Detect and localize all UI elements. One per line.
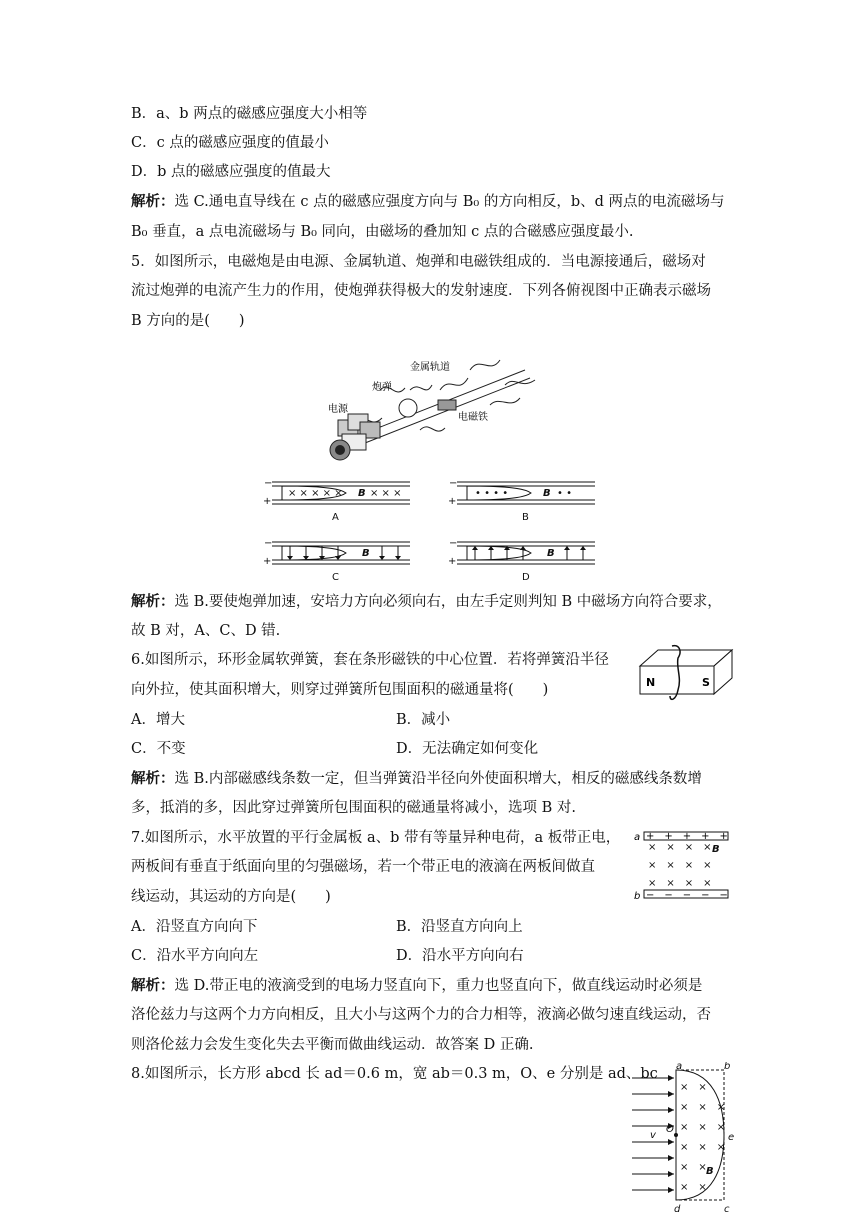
svg-text:−: − bbox=[264, 538, 273, 549]
q8-stem-line-1: 8.如图所示，长方形 abcd 长 ad＝0.6 m，宽 ab＝0.3 m，O、e 分别是 ad、bc bbox=[131, 1066, 658, 1082]
field-label-a: B bbox=[358, 488, 366, 499]
panel-b-label: B bbox=[522, 512, 529, 523]
magnet-s-label: S bbox=[702, 676, 710, 689]
solution-text: 选 B.要使炮弹加速，安培力方向必须向右，由左手定则判知 B 中磁场方向符合要求， bbox=[174, 594, 722, 610]
rectangle-field-figure bbox=[628, 1062, 748, 1216]
q5-solution-line-1 bbox=[131, 592, 722, 612]
panel-d bbox=[448, 538, 595, 583]
q6-option-c: C．不变 bbox=[131, 741, 186, 757]
magnet-label: 电磁铁 bbox=[458, 412, 488, 423]
q4-option-d: D．b 点的磁感应强度的值最大 bbox=[131, 164, 331, 180]
q6-stem-line-2: 向外拉，使其面积增大，则穿过弹簧所包围面积的磁通量将( ) bbox=[131, 682, 549, 698]
svg-text:× × × ×: × × × × bbox=[648, 842, 712, 853]
svg-text:× × × ×: × × × × bbox=[648, 860, 712, 871]
svg-text:× × ×: × × × bbox=[370, 488, 402, 499]
field-label-q7: B bbox=[712, 844, 720, 855]
shell-label: 炮弹 bbox=[372, 382, 392, 393]
plate-a-label: a bbox=[634, 832, 641, 843]
panel-d-label: D bbox=[522, 572, 530, 583]
field-label-d: B bbox=[547, 548, 555, 559]
q7-solution-line-3: 则洛伦兹力会发生变化失去平衡而做曲线运动．故答案 D 正确. bbox=[131, 1037, 534, 1053]
q6-solution-line-1 bbox=[131, 769, 702, 789]
q5-stem-line-3: B 方向的是( ) bbox=[131, 313, 245, 329]
svg-text:• • • •: • • • • bbox=[475, 488, 509, 499]
corner-d-label: d bbox=[674, 1204, 681, 1215]
q5-stem-line-1: 5．如图所示，电磁炮是由电源、金属轨道、炮弹和电磁铁组成的．当电源接通后，磁场对 bbox=[131, 254, 706, 270]
svg-text:× ×: × × bbox=[680, 1182, 707, 1193]
field-label-b: B bbox=[543, 488, 551, 499]
svg-text:+ + + + +: + + + + + bbox=[646, 831, 728, 842]
panel-c-label: C bbox=[332, 572, 339, 583]
field-label-q8: B bbox=[706, 1166, 714, 1177]
svg-text:−: − bbox=[449, 478, 458, 489]
solution-label: 解析： bbox=[131, 593, 175, 610]
solution-text: 选 B.内部磁感线条数一定，但当弹簧沿半径向外使面积增大，相反的磁感线条数增 bbox=[174, 771, 702, 787]
svg-text:× × ×: × × × bbox=[680, 1142, 726, 1153]
power-label: 电源 bbox=[328, 404, 348, 415]
q7-stem-line-1: 7.如图所示，水平放置的平行金属板 a、b 带有等量异种电荷，a 板带正电， bbox=[131, 830, 621, 846]
point-o-label: O bbox=[666, 1124, 674, 1135]
q4-option-c: C．c 点的磁感应强度的值最小 bbox=[131, 135, 329, 151]
q7-stem-line-2: 两板间有垂直于纸面向里的匀强磁场，若一个带正电的液滴在两板间做直 bbox=[131, 859, 595, 875]
svg-text:× × × × ×: × × × × × bbox=[288, 488, 343, 499]
svg-text:− − − − −: − − − − − bbox=[646, 890, 728, 901]
panel-a bbox=[263, 478, 410, 523]
q5-solution-line-2: 故 B 对，A、C、D 错. bbox=[131, 623, 281, 639]
q4-solution-line-1 bbox=[131, 192, 725, 212]
q6-option-a: A．增大 bbox=[131, 712, 185, 728]
svg-text:−: − bbox=[449, 538, 458, 549]
magnet-n-label: N bbox=[646, 676, 656, 689]
solution-label: 解析： bbox=[131, 770, 175, 787]
panel-c bbox=[263, 538, 410, 583]
plate-b-label: b bbox=[634, 891, 641, 902]
corner-c-label: c bbox=[724, 1204, 730, 1215]
q5-stem-line-2: 流过炮弹的电流产生力的作用，使炮弹获得极大的发射速度．下列各俯视图中正确表示磁场 bbox=[131, 283, 711, 299]
svg-text:× × × ×: × × × × bbox=[648, 878, 712, 889]
rail-label: 金属轨道 bbox=[410, 362, 450, 373]
svg-text:+: + bbox=[448, 496, 457, 507]
q7-stem-line-3: 线运动，其运动的方向是( ) bbox=[131, 889, 331, 905]
solution-label: 解析： bbox=[131, 193, 175, 210]
point-e-label: e bbox=[728, 1132, 735, 1143]
q6-stem-line-1: 6.如图所示，环形金属软弹簧，套在条形磁铁的中心位置．若将弹簧沿半径 bbox=[131, 652, 609, 668]
svg-text:+: + bbox=[448, 556, 457, 567]
q6-option-b: B．减小 bbox=[396, 712, 451, 728]
solution-text: 选 C.通电直导线在 c 点的磁感应强度方向与 B₀ 的方向相反，b、d 两点的电流磁场与 bbox=[174, 194, 725, 210]
svg-text:• •: • • bbox=[557, 488, 572, 499]
q4-option-b: B．a、b 两点的磁感应强度大小相等 bbox=[131, 106, 368, 122]
corner-b-label: b bbox=[724, 1062, 731, 1072]
field-label-c: B bbox=[362, 548, 370, 559]
q7-option-a: A．沿竖直方向向下 bbox=[131, 919, 258, 935]
panel-a-label: A bbox=[332, 512, 339, 523]
svg-text:+: + bbox=[263, 556, 272, 567]
q7-option-d: D．沿水平方向向右 bbox=[396, 948, 524, 964]
parallel-plates-figure bbox=[634, 826, 734, 906]
svg-text:× × ×: × × × bbox=[680, 1122, 726, 1133]
velocity-label: v bbox=[650, 1130, 656, 1141]
q4-solution-line-2: B₀ 垂直，a 点电流磁场与 B₀ 同向，由磁场的叠加知 c 点的合磁感应强度最小. bbox=[131, 224, 634, 240]
q6-solution-line-2: 多，抵消的多，因此穿过弹簧所包围面积的磁通量将减小，选项 B 对. bbox=[131, 800, 576, 816]
q6-option-d: D．无法确定如何变化 bbox=[396, 741, 539, 757]
svg-text:× ×: × × bbox=[680, 1082, 707, 1093]
corner-a-label: a bbox=[676, 1062, 683, 1072]
q7-option-b: B．沿竖直方向向上 bbox=[396, 919, 523, 935]
svg-text:−: − bbox=[264, 478, 273, 489]
svg-text:× × ×: × × × bbox=[680, 1102, 726, 1113]
railgun-illustration bbox=[320, 350, 540, 470]
q7-option-c: C．沿水平方向向左 bbox=[131, 948, 259, 964]
q7-solution-line-1 bbox=[131, 976, 702, 996]
svg-text:+: + bbox=[263, 496, 272, 507]
bar-magnet-spring-figure bbox=[636, 644, 736, 706]
solution-text: 选 D.带正电的液滴受到的电场力竖直向下，重力也竖直向下，做直线运动时必须是 bbox=[174, 978, 703, 994]
panel-b bbox=[448, 478, 595, 523]
q7-solution-line-2: 洛伦兹力与这两个力方向相反，且大小与这两个力的合力相等，液滴必做匀速直线运动，否 bbox=[131, 1007, 711, 1023]
solution-label: 解析： bbox=[131, 977, 175, 994]
railgun-options-figure bbox=[262, 474, 602, 586]
svg-text:× ×: × × bbox=[680, 1162, 707, 1173]
